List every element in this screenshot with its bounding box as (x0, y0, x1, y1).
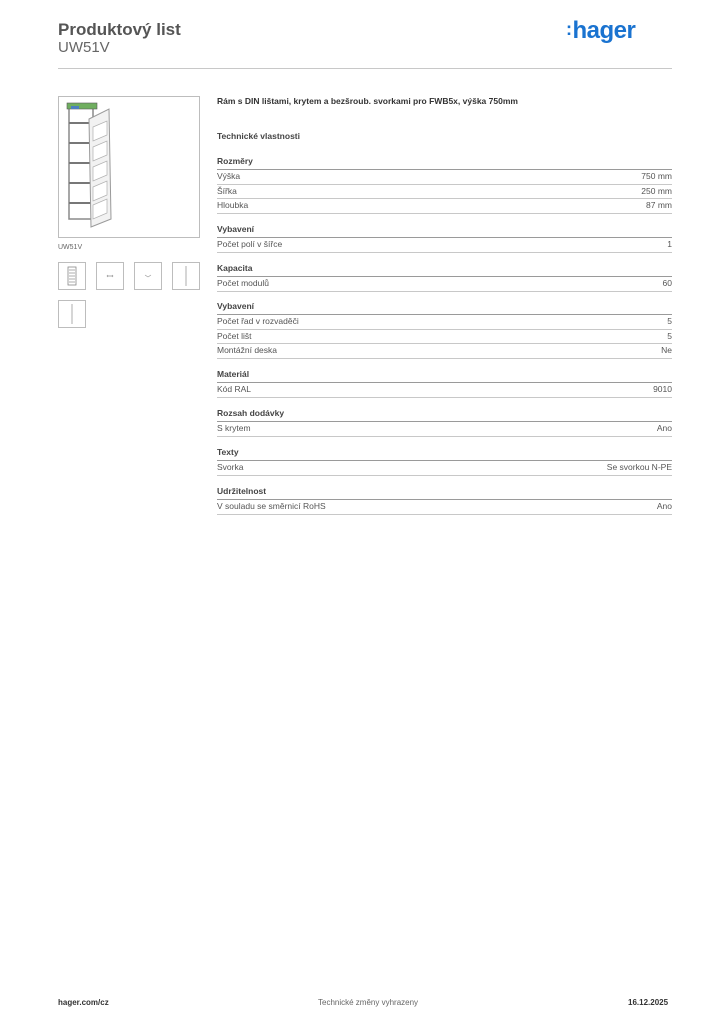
group-title: Materiál (217, 369, 672, 383)
spec-row (217, 238, 672, 253)
height-dimension-icon (173, 263, 199, 289)
spec-row (217, 383, 672, 398)
spec-row (217, 330, 672, 345)
spec-label: S krytem (217, 423, 251, 433)
enclosure-frame-illustration (59, 97, 199, 237)
product-description: Rám s DIN lištami, krytem a bezšroub. svorkami pro FWB5x, výška 750mm (217, 96, 518, 106)
spec-group-delivery-scope (217, 408, 672, 437)
width-dimension-icon (97, 263, 123, 289)
spec-label: Počet řad v rozvaděči (217, 316, 299, 326)
spec-value: 5 (667, 316, 672, 326)
spec-label: Šířka (217, 185, 237, 196)
spec-row (217, 344, 672, 359)
spec-value: 250 mm (641, 185, 672, 196)
spec-value: Ano (656, 423, 672, 433)
spec-row (217, 277, 672, 292)
depth-dimension-icon (135, 263, 161, 289)
spec-group-dimensions (217, 156, 672, 214)
spec-label: Hloubka (217, 200, 249, 210)
spec-row (217, 199, 672, 214)
spec-group-sustainability (217, 486, 672, 515)
spec-value: Ano (656, 501, 672, 511)
spec-value: 750 mm (641, 171, 672, 181)
spec-row (217, 170, 672, 185)
spec-label: Kód RAL (217, 384, 252, 394)
group-title: Kapacita (217, 263, 672, 277)
spec-group-material (217, 369, 672, 398)
group-title: Rozměry (217, 156, 672, 170)
spec-label: Montážní deska (217, 345, 278, 355)
spec-group-texts (217, 447, 672, 476)
spec-group-equipment (217, 224, 672, 253)
footer-website-link[interactable]: hager.com/cz (58, 998, 109, 1007)
header-divider (58, 68, 672, 69)
spec-value: 60 (662, 278, 672, 288)
group-title: Vybavení (217, 301, 672, 315)
page-title: Produktový list (58, 20, 181, 39)
thumbnail-side-view[interactable] (58, 300, 86, 328)
footer-date: 16.12.2025 (628, 998, 669, 1007)
spec-label: Svorka (217, 462, 244, 472)
product-image[interactable] (58, 96, 200, 238)
spec-label: Počet lišt (217, 330, 252, 341)
spec-row (217, 461, 672, 476)
spec-row (217, 422, 672, 437)
group-title: Texty (217, 447, 672, 461)
spec-value: 9010 (653, 384, 672, 394)
spec-label: Výška (217, 171, 241, 181)
spec-label: Počet polí v šířce (217, 239, 283, 249)
technical-properties-heading: Technické vlastnosti (217, 131, 300, 141)
spec-group-equipment-2 (217, 301, 672, 359)
spec-row (217, 315, 672, 330)
side-view-icon (59, 301, 85, 327)
thumbnail-front-view[interactable] (58, 262, 86, 290)
hager-logo (566, 17, 635, 45)
spec-value: 1 (667, 239, 672, 249)
logo-text: hager (572, 17, 636, 44)
logo-dots: : (566, 19, 572, 39)
spec-value: Se svorkou N-PE (606, 462, 672, 472)
product-code: UW51V (58, 39, 110, 56)
thumbnail-width-dimension[interactable] (96, 262, 124, 290)
spec-value: Ne (661, 345, 672, 355)
front-view-icon (59, 263, 85, 289)
footer-notice: Technické změny vyhrazeny (318, 998, 419, 1007)
thumbnail-height-dimension[interactable] (172, 262, 200, 290)
group-title: Vybavení (217, 224, 672, 238)
spec-row (217, 185, 672, 200)
spec-row (217, 500, 672, 515)
spec-group-capacity (217, 263, 672, 292)
thumbnail-depth-dimension[interactable] (134, 262, 162, 290)
spec-value: 87 mm (646, 200, 672, 210)
spec-label: V souladu se směrnicí RoHS (217, 501, 326, 511)
spec-label: Počet modulů (217, 278, 269, 288)
spec-value: 5 (667, 330, 672, 341)
group-title: Rozsah dodávky (217, 408, 672, 422)
group-title: Udržitelnost (217, 486, 672, 500)
image-caption: UW51V (58, 244, 83, 251)
